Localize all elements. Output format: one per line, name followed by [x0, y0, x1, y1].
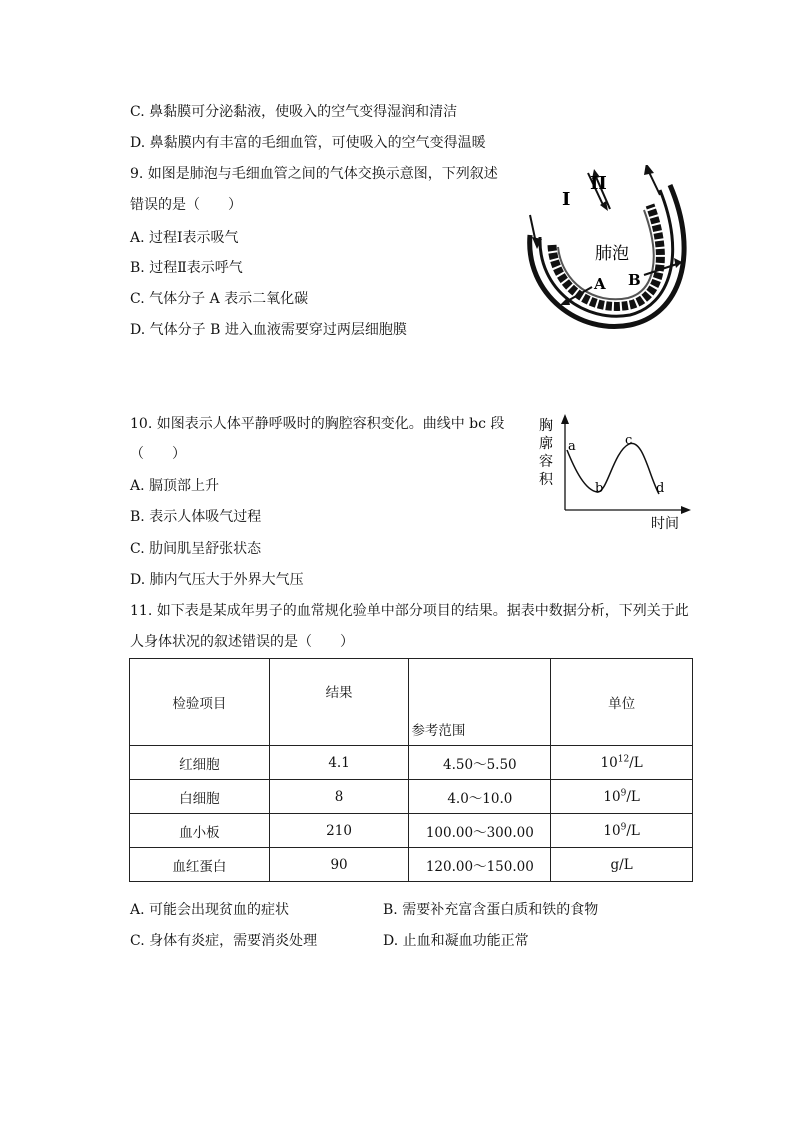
unit-base: 10 — [603, 788, 621, 805]
table-row — [130, 746, 693, 780]
cell-range: 4.50～5.50 — [409, 746, 551, 780]
chest-volume-graph — [535, 412, 695, 534]
cell-result: 90 — [269, 848, 409, 882]
unit-exponent: 9 — [620, 822, 627, 832]
point-c: c — [625, 433, 633, 448]
ylabel-char-4: 积 — [539, 472, 553, 488]
q9-stem-line2: 错误的是（ ） — [130, 197, 242, 213]
unit-tail: /L — [629, 754, 643, 771]
point-b: b — [595, 481, 604, 496]
cell-item: 白细胞 — [130, 780, 270, 814]
cell-item: 血小板 — [130, 814, 270, 848]
cell-unit — [551, 746, 693, 780]
point-d: d — [656, 481, 665, 496]
point-a: a — [568, 439, 576, 454]
table-row — [130, 814, 693, 848]
q10-option-a: A. 膈顶部上升 — [130, 478, 220, 494]
q10-stem-line1: 10. 如图表示人体平静呼吸时的胸腔容积变化。曲线中 bc 段 — [130, 416, 505, 432]
unit-tail: /L — [626, 822, 640, 839]
table-row — [130, 848, 693, 882]
label-process-i: I — [562, 189, 571, 210]
unit-base: 10 — [600, 754, 618, 771]
cell-unit — [551, 780, 693, 814]
chest-volume-curve — [567, 443, 659, 494]
unit-exponent: 12 — [617, 754, 630, 764]
q11-option-d: D. 止血和凝血功能正常 — [383, 933, 529, 949]
unit-base: 10 — [603, 822, 621, 839]
q10-option-c: C. 肋间肌呈舒张状态 — [130, 541, 262, 557]
cell-result: 8 — [269, 780, 409, 814]
blood-flow-out-arrow-head — [644, 165, 654, 175]
q9-option-c: C. 气体分子 A 表示二氧化碳 — [130, 291, 309, 307]
x-axis-arrow — [681, 506, 691, 514]
cell-result: 210 — [269, 814, 409, 848]
label-process-ii: II — [590, 173, 607, 194]
ylabel-char-1: 胸 — [539, 418, 553, 434]
q11-option-a: A. 可能会出现贫血的症状 — [130, 902, 290, 918]
cell-result: 4.1 — [269, 746, 409, 780]
unit-exponent: 9 — [620, 788, 627, 798]
header-result: 结果 — [269, 659, 409, 746]
cell-range: 4.0～10.0 — [409, 780, 551, 814]
header-item: 检验项目 — [130, 659, 270, 746]
y-axis-arrow — [561, 414, 569, 424]
table-header-row — [130, 659, 693, 746]
label-gas-b: B — [628, 271, 641, 289]
cell-unit — [551, 814, 693, 848]
cell-range: 100.00～300.00 — [409, 814, 551, 848]
cell-unit — [551, 848, 693, 882]
q9-option-d: D. 气体分子 B 进入血液需要穿过两层细胞膜 — [130, 322, 407, 338]
q9-stem-line1: 9. 如图是肺泡与毛细血管之间的气体交换示意图，下列叙述 — [130, 166, 498, 182]
q8-option-c: C. 鼻黏膜可分泌黏液，使吸入的空气变得湿润和清洁 — [130, 104, 458, 120]
q8-option-d: D. 鼻黏膜内有丰富的毛细血管，可使吸入的空气变得温暖 — [130, 135, 486, 151]
xlabel: 时间 — [651, 516, 679, 532]
table-row — [130, 780, 693, 814]
q10-option-d: D. 肺内气压大于外界大气压 — [130, 572, 304, 588]
unit-base: g/L — [610, 856, 633, 873]
label-gas-a: A — [594, 275, 606, 293]
ylabel-char-3: 容 — [539, 454, 553, 470]
alveolus-capillary-diagram — [520, 165, 700, 345]
q11-option-c: C. 身体有炎症，需要消炎处理 — [130, 933, 318, 949]
q10-option-b: B. 表示人体吸气过程 — [130, 509, 262, 525]
cell-item: 血红蛋白 — [130, 848, 270, 882]
unit-tail: /L — [626, 788, 640, 805]
header-reference-range: 参考范围 — [409, 659, 551, 746]
header-unit: 单位 — [551, 659, 693, 746]
q11-option-b: B. 需要补充富含蛋白质和铁的食物 — [383, 902, 599, 918]
ylabel-char-2: 廓 — [539, 436, 553, 452]
cell-item: 红细胞 — [130, 746, 270, 780]
gas-b-arrow — [644, 263, 680, 275]
q11-stem-line2: 人身体状况的叙述错误的是（ ） — [130, 634, 354, 650]
q11-stem-line1: 11. 如下表是某成年男子的血常规化验单中部分项目的结果。据表中数据分析，下列关于此 — [130, 603, 689, 619]
blood-test-table — [129, 658, 693, 882]
q9-option-a: A. 过程Ⅰ表示吸气 — [130, 230, 239, 246]
cell-range: 120.00～150.00 — [409, 848, 551, 882]
q10-stem-line2: （ ） — [130, 446, 186, 462]
label-alveolus: 肺泡 — [595, 244, 629, 264]
q9-option-b: B. 过程Ⅱ表示呼气 — [130, 260, 243, 276]
